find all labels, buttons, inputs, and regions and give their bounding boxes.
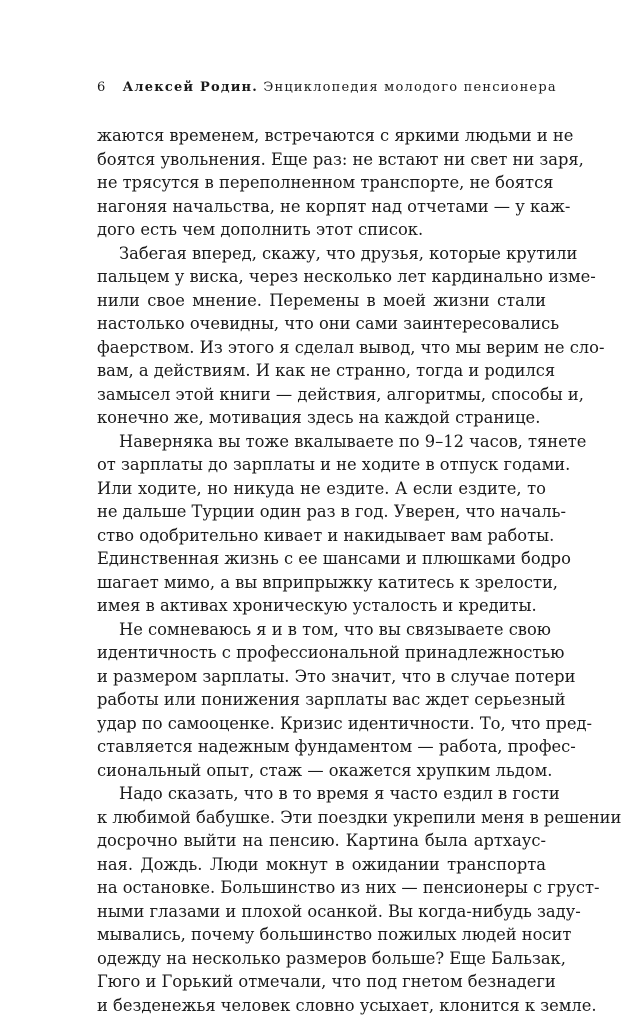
text-line: от зарплаты до зарплаты и не ходите в отпуск годами. — [97, 453, 546, 477]
text-line: конечно же, мотивация здесь на каждой странице. — [97, 406, 546, 430]
text-line: дого есть чем дополнить этот список. — [97, 218, 546, 242]
paragraph — [97, 124, 546, 242]
text-line: нагоняя начальства, не корпят над отчетами — у каж- — [97, 195, 546, 219]
text-line: шагает мимо, а вы вприпрыжку катитесь к зрелости, — [97, 571, 546, 595]
text-line: идентичность с профессиональной принадлежностью — [97, 641, 546, 665]
paragraph — [97, 618, 546, 783]
text-line: нили свое мнение. Перемены в моей жизни стали — [97, 289, 546, 313]
text-line: жаются временем, встречаются с яркими людьми и не — [97, 124, 546, 148]
text-line: и размером зарплаты. Это значит, что в случае потери — [97, 665, 546, 689]
text-line: Надо сказать, что в то время я часто ездил в гости — [97, 782, 546, 806]
text-line: не трясутся в переполненном транспорте, не боятся — [97, 171, 546, 195]
body-text — [97, 124, 546, 1017]
book-title: Энциклопедия молодого пенсионера — [263, 80, 556, 95]
text-line: настолько очевидны, что они сами заинтересовались — [97, 312, 546, 336]
text-line: ставляется надежным фундаментом — работа, профес- — [97, 735, 546, 759]
text-line: Не сомневаюсь я и в том, что вы связываете свою — [97, 618, 546, 642]
paragraph — [97, 782, 546, 1017]
paragraph — [97, 430, 546, 618]
text-line: на остановке. Большинство из них — пенсионеры с груст- — [97, 876, 546, 900]
text-line: Забегая вперед, скажу, что друзья, которые крутили — [97, 242, 546, 266]
text-line: боятся увольнения. Еще раз: не встают ни свет ни заря, — [97, 148, 546, 172]
author-name: Алексей Родин. — [123, 80, 258, 95]
text-line: Гюго и Горький отмечали, что под гнетом безнадеги — [97, 970, 546, 994]
text-line: ными глазами и плохой осанкой. Вы когда-нибудь заду- — [97, 900, 546, 924]
text-line: к любимой бабушке. Эти поездки укрепили меня в решении — [97, 806, 546, 830]
text-line: и безденежья человек словно усыхает, клонится к земле. — [97, 994, 546, 1017]
text-line: досрочно выйти на пенсию. Картина была артхаус- — [97, 829, 546, 853]
text-line: замысел этой книги — действия, алгоритмы, способы и, — [97, 383, 546, 407]
paragraph — [97, 242, 546, 430]
text-line: Единственная жизнь с ее шансами и плюшками бодро — [97, 547, 546, 571]
text-line: имея в активах хроническую усталость и кредиты. — [97, 594, 546, 618]
text-line: вам, а действиям. И как не странно, тогда и родился — [97, 359, 546, 383]
text-line: работы или понижения зарплаты вас ждет серьезный — [97, 688, 546, 712]
text-line: Наверняка вы тоже вкалываете по 9–12 часов, тянете — [97, 430, 546, 454]
text-line: сиональный опыт, стаж — окажется хрупким льдом. — [97, 759, 546, 783]
page-number: 6 — [97, 80, 105, 95]
running-head — [97, 80, 545, 96]
text-line: мывались, почему большинство пожилых людей носит — [97, 923, 546, 947]
text-line: Или ходите, но никуда не ездите. А если ездите, то — [97, 477, 546, 501]
text-line: фаерством. Из этого я сделал вывод, что мы верим не сло- — [97, 336, 546, 360]
text-line: одежду на несколько размеров больше? Еще Бальзак, — [97, 947, 546, 971]
text-line: ная. Дождь. Люди мокнут в ожидании транспорта — [97, 853, 546, 877]
text-line: удар по самооценке. Кризис идентичности. То, что пред- — [97, 712, 546, 736]
text-line: пальцем у виска, через несколько лет кардинально изме- — [97, 265, 546, 289]
text-line: не дальше Турции один раз в год. Уверен, что началь- — [97, 500, 546, 524]
text-line: ство одобрительно кивает и накидывает вам работы. — [97, 524, 546, 548]
